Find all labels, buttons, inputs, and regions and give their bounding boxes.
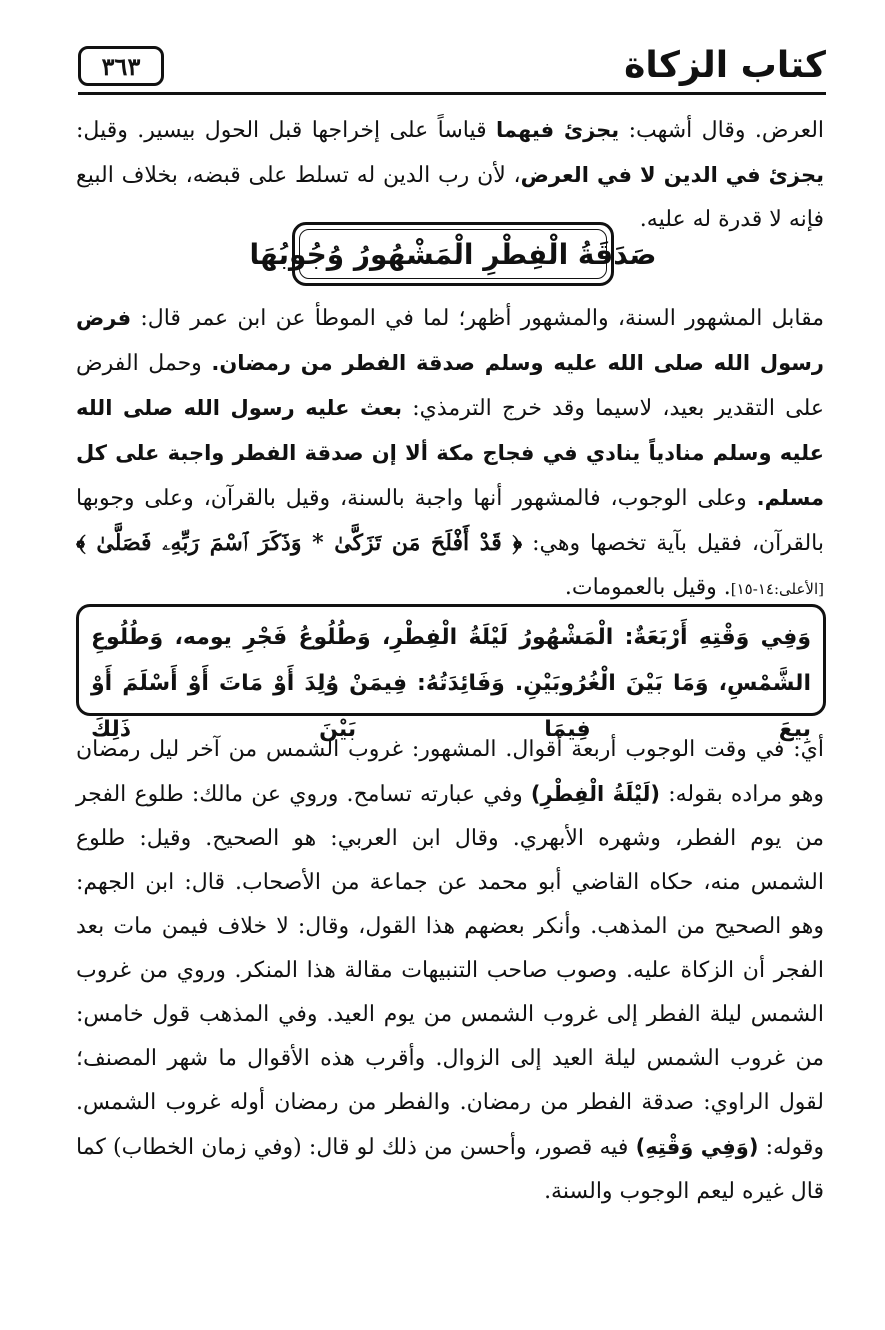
page-number-box <box>78 46 164 86</box>
p1-text-a: العرض. وقال أشهب: <box>619 118 825 143</box>
p2-text-1: مقابل المشهور السنة، والمشهور أظهر؛ لما في الموطأ عن ابن عمر قال: <box>131 306 824 331</box>
p1-bold-b: يجزئ في <box>725 163 824 187</box>
p2-text-3: وعلى الوجوب، فالمشهور أنها واجبة بالسنة، وقيل بالقرآن، وعلى وجوبها بالقرآن، فقيل بآية تخصها وهي: <box>76 486 825 556</box>
matn-box <box>76 604 826 742</box>
paragraph-3 <box>76 728 824 1214</box>
book-title: كتاب الزكاة <box>624 45 826 86</box>
p1-bold-a: يجزئ فيهما <box>496 118 620 142</box>
p2-text-2: وحمل الفرض على التقدير بعيد، لاسيما وقد خرج الترمذي: <box>76 351 824 421</box>
matn-text: وَفِي وَقْتِهِ أَرْبَعَةٌ: الْمَشْهُورُ لَيْلَةُ الْفِطْرِ، وَطُلُوعُ فَجْرِ يومه، وَطُلُوعِ الشَّمْسِ، وَمَا بَيْنَ الْغُرُوبَيْنِ. وَفَائِدَتُهُ: فِيمَنْ وُلِدَ أَوْ مَاتَ أَوْ أَسْلَمَ أَوْ بِيعَ فِيمَا بَيْنَ ذَلِكَ <box>91 625 811 742</box>
page-number: ٣٦٣ <box>101 51 141 81</box>
section-heading: صَدَقَةُ الْفِطْرِ الْمَشْهُورُ وُجُوبُهَا <box>249 237 657 271</box>
p2-hadith-1: فرض رسول الله صلى الله عليه وسلم صدقة الفطر من رمضان. <box>76 306 824 375</box>
paragraph-2 <box>76 296 824 611</box>
quran-verse: ﴿ قَدْ أَفْلَحَ مَن تَزَكَّىٰ * وَذَكَرَ ٱسْمَ رَبِّهِۦ فَصَلَّىٰ ﴾ <box>76 530 523 556</box>
section-heading-box <box>249 222 657 286</box>
header-rule <box>78 92 826 95</box>
p3-quote-2: (وَفِي وَقْتِهِ) <box>635 1135 759 1159</box>
p1-bold-c: الدين لا في العرض <box>520 163 718 187</box>
p2-hadith-2: بعث عليه رسول الله صلى الله عليه وسلم منادياً ينادي في فجاج مكة ألا إن صدقة الفطر واجبة على كل مسلم. <box>76 396 824 510</box>
verse-reference: [الأعلى:١٤-١٥] <box>730 580 824 598</box>
p3-quote-1: (لَيْلَةُ الْفِطْرِ) <box>530 782 661 806</box>
page-header <box>78 40 826 96</box>
p3-text-1: أي: في وقت الوجوب أربعة أقوال. المشهور: غروب الشمس من آخر ليل رمضان وهو مراده بقوله: <box>76 737 824 807</box>
p1-text-b: قياساً على إخراجها قبل الحول بيسير. وقيل: <box>76 118 496 143</box>
p2-text-4: . وقيل بالعمومات. <box>564 575 731 600</box>
p3-text-2: وفي عبارته تسامح. وروي عن مالك: طلوع الفجر من يوم الفطر، وشهره الأبهري. وقال ابن العربي: هو الصحيح. وقيل: طلوع الشمس منه، حكاه القاضي أبو محمد عن جماعة من الأصحاب. قال: ابن الجهم: وهو الصحيح من المذهب. وأنكر بعضهم هذا القول، وقال: لا خلاف فيمن مات بعد الفجر أن الزكاة عليه. وصوب صاحب التنبيهات مقالة هذا المنكر. وروي من غروب الشمس ليلة الفطر إلى غروب الشمس من يوم العيد. وفي المذهب قول خامس: من غروب الشمس ليلة العيد إلى الزوال. وأقرب هذه الأقوال ما شهر المصنف؛ لقول الراوي: صدقة الفطر من رمضان. والفطر من رمضان أوله غروب الشمس. وقوله: <box>76 782 825 1160</box>
p1-text-c: ، لأن رب الدين له تسلط على قبضه، بخلاف البيع فإنه لا قدرة له عليه. <box>76 163 824 232</box>
p3-text-3: فيه قصور، وأحسن من ذلك لو قال: (وفي زمان الخطاب) كما قال غيره ليعم الوجوب والسنة. <box>76 1135 824 1204</box>
